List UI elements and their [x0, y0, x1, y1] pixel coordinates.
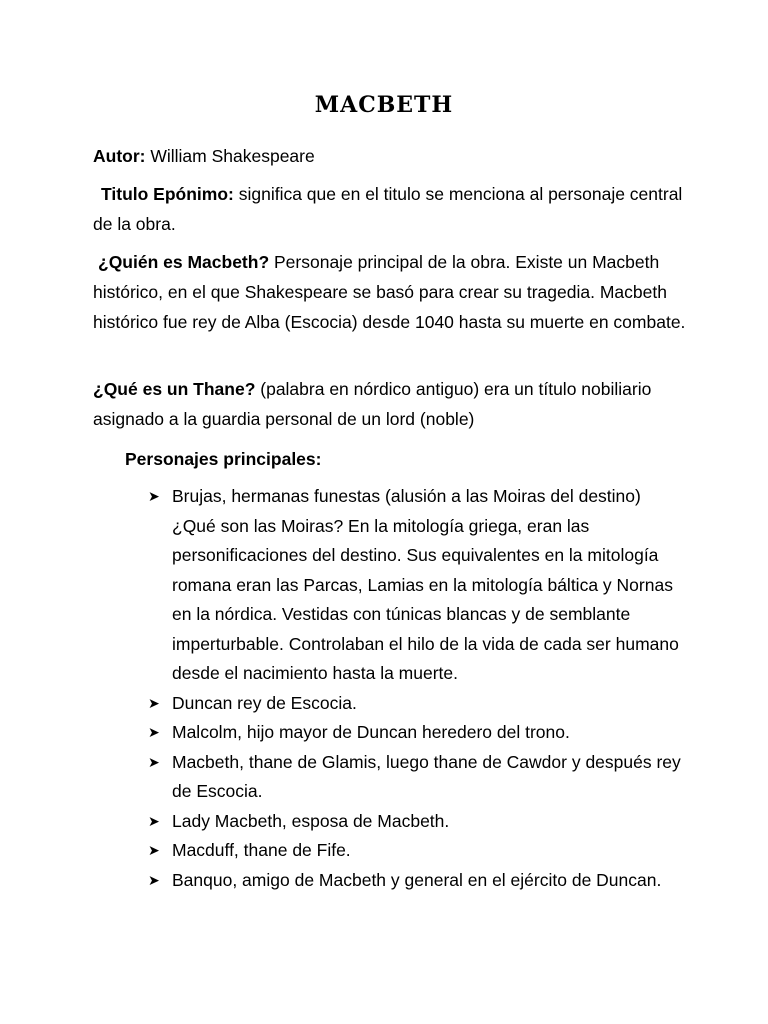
list-item-text: Macduff, thane de Fife.: [172, 840, 351, 860]
eponymous-title-text: significa que en el titulo se menciona al personaje central de la obra.: [93, 184, 683, 234]
arrow-bullet-icon: ➤: [148, 724, 160, 740]
arrow-bullet-icon: ➤: [148, 694, 160, 711]
list-item-text: Brujas, hermanas funestas (alusión a las Moiras del destino) ¿Qué son las Moiras? En la mitología griega, eran las personificaciones del destino. Sus equivalentes en la mitología romana eran las Parcas, Lamias en la mitología báltica y Nornas en la nórdica. Vestidas con túnicas blancas y de semblante imperturbable. Controlaban el hilo de la vida de cada ser humano desde el nacimiento hasta la muerte.: [172, 486, 679, 683]
list-item-text: Macbeth, thane de Glamis, luego thane de Cawdor y después rey de Escocia.: [172, 751, 681, 801]
list-item: [148, 748, 688, 807]
author-label: Autor:: [93, 146, 146, 166]
arrow-bullet-icon: ➤: [148, 488, 160, 504]
arrow-bullet-icon: ➤: [148, 842, 160, 858]
list-item: [148, 689, 688, 719]
list-item: [148, 718, 688, 748]
who-is-macbeth-text: Personaje principal de la obra. Existe un Macbeth histórico, en el que Shakespeare se basó para crear su tragedia. Macbeth histórico fue rey de Alba (Escocia) desde 1040 hasta su muerte en combate.: [93, 252, 686, 332]
list-item-text: Lady Macbeth, esposa de Macbeth.: [172, 810, 450, 831]
what-is-thane-paragraph: [93, 374, 693, 434]
who-is-macbeth-label: ¿Quién es Macbeth?: [98, 252, 270, 272]
main-characters-list: [148, 482, 688, 895]
list-item-text: Malcolm, hijo mayor de Duncan heredero del trono.: [172, 722, 570, 742]
who-is-macbeth-paragraph: [93, 247, 693, 337]
arrow-bullet-icon: ➤: [148, 871, 160, 888]
arrow-bullet-icon: ➤: [148, 753, 160, 770]
list-item-text: Duncan rey de Escocia.: [172, 692, 357, 713]
eponymous-title-label: Titulo Epónimo:: [101, 184, 234, 204]
author-text: William Shakespeare: [145, 146, 315, 166]
what-is-thane-label: ¿Qué es un Thane?: [93, 379, 256, 399]
document-title: MACBETH: [314, 92, 454, 118]
list-item: [148, 807, 688, 837]
what-is-thane-text: (palabra en nórdico antiguo) era un título nobiliario asignado a la guardia personal de un lord (noble): [93, 379, 652, 429]
arrow-bullet-icon: ➤: [148, 812, 160, 829]
eponymous-title-paragraph: [93, 179, 693, 239]
list-item: [148, 836, 688, 866]
list-item-text: Banquo, amigo de Macbeth y general en el ejército de Duncan.: [172, 869, 662, 890]
main-characters-heading: Personajes principales:: [125, 449, 322, 469]
list-item: [148, 482, 688, 689]
list-item: [148, 866, 688, 896]
author-paragraph: [93, 141, 693, 171]
